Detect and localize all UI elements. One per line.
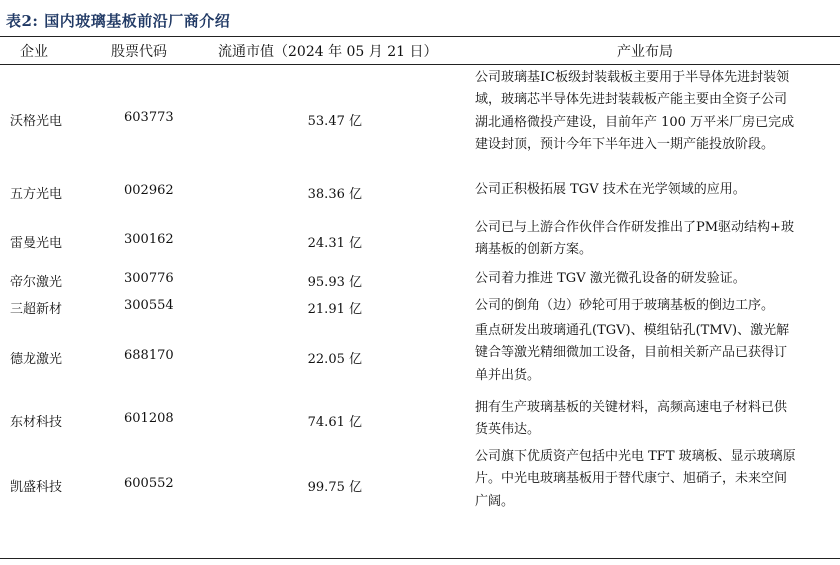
- market-value: 99.75 亿: [307, 480, 362, 495]
- table-title: 表2: 国内玻璃基板前沿厂商介绍: [6, 12, 231, 30]
- header-value: 流通市值（2024 年 05 月 21 日）: [218, 44, 438, 60]
- company-name: 五方光电: [10, 187, 63, 202]
- market-value: 21.91 亿: [307, 302, 362, 317]
- layout-description: 公司正积极拓展 TGV 技术在光学领域的应用。: [475, 182, 746, 197]
- company-name: 东材科技: [10, 415, 63, 430]
- layout-description: 公司着力推进 TGV 激光微孔设备的研发验证。: [475, 271, 746, 286]
- stock-code: 300162: [124, 232, 174, 247]
- company-name: 德龙激光: [10, 352, 63, 367]
- header-rule: [0, 64, 840, 65]
- stock-code: 300776: [124, 271, 174, 286]
- market-value: 95.93 亿: [307, 275, 362, 290]
- header-company: 企业: [20, 44, 48, 60]
- stock-code: 603773: [124, 110, 174, 125]
- stock-code: 688170: [124, 348, 174, 363]
- market-value: 38.36 亿: [307, 187, 362, 202]
- layout-description: 重点研发出玻璃通孔(TGV)、模组钻孔(TMV)、激光解 键合等激光精细微加工设备，目前相关新产品已获得订 单并出货。: [475, 323, 790, 383]
- header-code: 股票代码: [111, 44, 167, 60]
- company-name: 三超新材: [10, 302, 63, 317]
- company-name: 雷曼光电: [10, 236, 63, 251]
- layout-description: 公司的倒角（边）砂轮可用于玻璃基板的倒边工序。: [475, 298, 775, 313]
- stock-code: 601208: [124, 411, 174, 426]
- layout-description: 公司旗下优质资产包括中光电 TFT 玻璃板、显示玻璃原 片。中光电玻璃基板用于替代康宁、旭硝子，未来空间 广阔。: [475, 449, 796, 509]
- layout-description: 拥有生产玻璃基板的关键材料，高频高速电子材料已供 货英伟达。: [475, 400, 788, 438]
- stock-code: 600552: [124, 476, 174, 491]
- layout-description: 公司玻璃基IC板级封装载板主要用于半导体先进封装领 域，玻璃芯半导体先进封装载板产能主要由全资子公司 湖北通格微投产建设，目前年产 100 万平米厂房已完成 建设封顶，预计今年下半年进入一期产能投放阶段。: [475, 70, 795, 152]
- top-rule: [0, 36, 840, 37]
- company-name: 凯盛科技: [10, 480, 63, 495]
- company-name: 帝尔激光: [10, 275, 63, 290]
- stock-code: 002962: [124, 183, 174, 198]
- layout-description: 公司已与上游合作伙伴合作研发推出了PM驱动结构+玻 璃基板的创新方案。: [475, 220, 794, 258]
- bottom-rule: [0, 558, 840, 559]
- company-name: 沃格光电: [10, 114, 63, 129]
- stock-code: 300554: [124, 298, 174, 313]
- header-layout: 产业布局: [617, 44, 673, 60]
- market-value: 22.05 亿: [307, 352, 362, 367]
- market-value: 74.61 亿: [307, 415, 362, 430]
- market-value: 24.31 亿: [307, 236, 362, 251]
- market-value: 53.47 亿: [307, 114, 362, 129]
